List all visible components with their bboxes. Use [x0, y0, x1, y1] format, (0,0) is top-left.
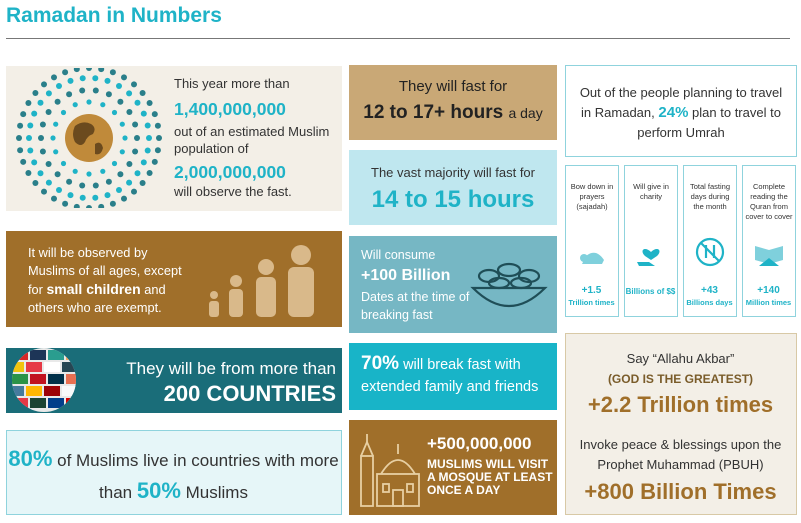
stat-unit: Trillion times — [568, 298, 615, 307]
stat-value: Billions of $$ — [625, 287, 676, 296]
fast-hours-line2 — [349, 102, 557, 124]
prayer-icon — [576, 236, 608, 268]
countries-line1: They will be from more than — [126, 359, 336, 378]
dates-card — [349, 236, 557, 333]
majority-fast-card — [349, 150, 557, 225]
dates-highlight: +100 Billion — [361, 267, 451, 284]
fast-hours-line1: They will fast for — [398, 78, 508, 95]
mosque-number: +500,000,000 — [427, 434, 532, 453]
family-card — [349, 343, 557, 410]
majority-fast-line1: The vast majority will fast for — [371, 165, 535, 180]
population-line1: This year more than — [174, 76, 290, 91]
ages-highlight: small children — [46, 281, 141, 297]
travel-pct: 24% — [658, 104, 689, 121]
population-observing: 1,400,000,000 — [174, 99, 286, 119]
stat-prayers — [565, 165, 619, 317]
stat-label: Total fasting days during the month — [689, 182, 731, 211]
ages-text2: and others who are exempt. — [28, 282, 166, 315]
charity-icon — [635, 236, 667, 268]
dhikr-meaning: (GOD IS THE GREATEST) — [607, 372, 754, 386]
population-total: 2,000,000,000 — [174, 162, 286, 182]
dhikr-times1: +2.2 Trillion times — [587, 392, 774, 417]
mosque-icon — [357, 430, 423, 508]
majority-text2: Muslims — [185, 483, 248, 502]
majority-pct2: 50% — [136, 478, 181, 503]
majority-countries-card — [6, 430, 342, 515]
ages-text — [28, 244, 193, 317]
stat-label: Bow down in prayers (sajadah) — [570, 182, 614, 211]
majority-countries-text — [7, 444, 340, 508]
stat-fasting-days — [683, 165, 737, 317]
stats-row — [565, 165, 797, 317]
dhikr-say: Say “Allahu Akbar” — [626, 351, 735, 366]
travel-card — [565, 65, 797, 157]
ages-text1: It will be observed by Muslims of all ages, except for — [28, 245, 182, 297]
mosque-card — [349, 420, 557, 515]
majority-text1: of Muslims live in countries with more than — [57, 451, 339, 502]
dhikr-card — [565, 333, 797, 515]
travel-text — [574, 83, 788, 143]
stat-quran — [742, 165, 796, 317]
stat-label: Complete reading the Quran from cover to cover — [745, 182, 793, 221]
countries-card — [6, 348, 342, 413]
majority-fast-highlight: 14 to 15 hours — [371, 186, 535, 213]
dhikr-times2: +800 Billion Times — [584, 479, 777, 504]
fast-hours-suffix: a day — [508, 105, 543, 121]
travel-text1: Out of the people planning to travel in Ramadan, — [579, 85, 783, 120]
ages-card — [6, 231, 342, 327]
countries-count: 200 COUNTRIES — [163, 381, 336, 406]
majority-pct1: 80% — [8, 446, 53, 471]
people-globe-icon — [9, 68, 169, 208]
fast-hours-highlight: 12 to 17+ hours — [363, 102, 504, 123]
dates-line2: Dates at the time of breaking fast — [361, 290, 470, 322]
family-figures-icon — [204, 243, 334, 323]
quran-icon — [753, 236, 785, 268]
stat-value: +1.5 — [581, 285, 602, 296]
stat-label: Will give in charity — [633, 182, 669, 201]
dates-bowl-icon — [467, 254, 551, 318]
population-line2: out of an estimated Muslim population of — [174, 124, 330, 156]
stat-value: +140 — [757, 285, 780, 296]
stat-charity — [624, 165, 678, 317]
flags-globe-icon — [8, 348, 80, 413]
title-divider — [6, 38, 790, 39]
stat-unit: Billions days — [686, 298, 733, 307]
population-line3: will observe the fast. — [174, 184, 292, 199]
travel-text2: plan to travel to perform Umrah — [637, 105, 781, 140]
dates-line1: Will consume — [361, 248, 436, 262]
fast-hours-card — [349, 65, 557, 140]
family-pct: 70% — [361, 353, 400, 374]
stat-value: +43 — [701, 285, 718, 296]
mosque-text: MUSLIMS WILL VISIT A MOSQUE AT LEAST ONCE A DAY — [427, 457, 553, 497]
page-title: Ramadan in Numbers — [6, 4, 222, 27]
population-text — [174, 75, 339, 200]
family-text — [361, 353, 553, 398]
population-card — [6, 66, 342, 211]
dates-text — [361, 246, 471, 324]
stat-unit: Million times — [745, 298, 792, 307]
dhikr-invoke: Invoke peace & blessings upon the Prophet Muhammad (PBUH) — [579, 437, 782, 472]
family-description: will break fast with extended family and friends — [361, 357, 539, 395]
no-food-icon — [694, 236, 726, 268]
